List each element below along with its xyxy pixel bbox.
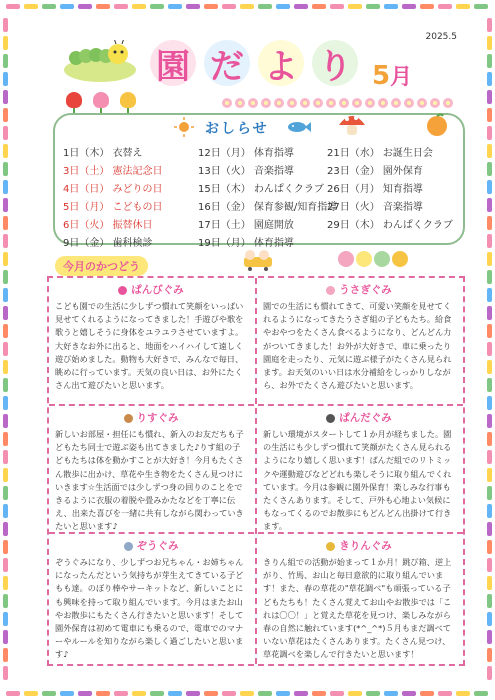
mushroom-icon	[337, 111, 367, 137]
border-tile	[3, 306, 8, 320]
notice-date: 12日（月）	[198, 148, 251, 159]
border-tile	[438, 691, 452, 696]
notice-date: 3日（土）	[63, 166, 110, 177]
left-border	[3, 18, 8, 680]
title-char-3: よ	[258, 40, 304, 86]
flower-icon	[300, 98, 310, 108]
border-tile	[487, 450, 492, 464]
border-tile	[24, 4, 38, 9]
notice-date: 19日（月）	[198, 238, 251, 249]
notice-row	[198, 199, 337, 217]
notice-box	[53, 113, 465, 249]
title-char-2: だ	[204, 40, 250, 86]
border-tile	[3, 108, 8, 122]
class-description: こども園での生活に少しずつ慣れて笑顔をいっぱい見せてくれるようになってきました！手遊びや歌を歌うと嬉しそうに身体をユラユラさせていますよ。大好きなお外に出ると、地面をハイハイして遠しく遊び始めました。動物も大好きで、みんなで毎日、眺めに行っています。天気の良い日は、お外にたくさん出て遊びたいと思います。	[55, 301, 244, 391]
border-tile	[294, 691, 308, 696]
border-tile	[487, 468, 492, 482]
border-tile	[3, 576, 8, 590]
border-tile	[96, 691, 110, 696]
kids-illustration	[242, 247, 276, 271]
class-icon	[118, 286, 127, 295]
month-number: 5	[372, 61, 391, 91]
border-tile	[3, 126, 8, 140]
flower-icon	[443, 98, 453, 108]
top-border	[6, 4, 488, 9]
notice-event: 園外保育	[382, 166, 423, 177]
class-icon	[326, 414, 335, 423]
notice-event: お誕生日会	[382, 148, 433, 159]
notice-date: 29日（木）	[327, 220, 380, 231]
border-tile	[487, 486, 492, 500]
border-tile	[487, 288, 492, 302]
border-tile	[487, 396, 492, 410]
border-tile	[186, 4, 200, 9]
class-icon	[326, 542, 335, 551]
notice-date: 21日（水）	[327, 148, 380, 159]
border-tile	[150, 4, 164, 9]
notice-date: 13日（火）	[198, 166, 251, 177]
border-tile	[456, 4, 470, 9]
border-tile	[487, 576, 492, 590]
border-tile	[487, 270, 492, 284]
flower-icon	[222, 98, 232, 108]
border-tile	[487, 414, 492, 428]
border-tile	[3, 270, 8, 284]
border-tile	[276, 691, 290, 696]
border-tile	[204, 4, 218, 9]
border-tile	[487, 216, 492, 230]
notice-date: 23日（金）	[327, 166, 380, 177]
border-tile	[487, 360, 492, 374]
flower-icon	[352, 98, 362, 108]
border-tile	[487, 162, 492, 176]
border-tile	[3, 234, 8, 248]
border-tile	[3, 90, 8, 104]
border-tile	[402, 691, 416, 696]
border-tile	[3, 144, 8, 158]
bottom-border	[6, 691, 488, 696]
border-tile	[487, 90, 492, 104]
flower-icon	[235, 98, 245, 108]
notice-event: わんぱくクラブ	[382, 220, 453, 231]
notice-row	[63, 181, 163, 199]
notice-event: 衣替え	[112, 148, 143, 159]
notice-row	[63, 145, 163, 163]
border-tile	[420, 691, 434, 696]
caterpillar-illustration	[62, 40, 140, 84]
notice-date: 6日（火）	[63, 220, 110, 231]
border-tile	[6, 4, 20, 9]
border-tile	[3, 450, 8, 464]
border-tile	[168, 4, 182, 9]
border-tile	[487, 108, 492, 122]
border-tile	[3, 36, 8, 50]
border-tile	[3, 414, 8, 428]
border-tile	[294, 4, 308, 9]
border-tile	[384, 691, 398, 696]
border-tile	[384, 4, 398, 9]
border-tile	[456, 691, 470, 696]
issue-date: 2025.5	[425, 32, 457, 42]
notice-date: 27日（火）	[327, 202, 380, 213]
border-tile	[487, 72, 492, 86]
notice-event: 歯科検診	[112, 238, 153, 249]
notice-date: 17日（土）	[198, 220, 251, 231]
border-tile	[348, 4, 362, 9]
border-tile	[258, 691, 272, 696]
flower-row	[222, 98, 453, 108]
border-tile	[222, 4, 236, 9]
class-description: 新しい環境がスタートして１か月が経ちました。園の生活にも少しずつ慣れて笑顔がたくさん見られるようになり嬉しく思います！ぱんだ組でのリトミックや運動遊びなどどれも楽しそうに取り組んでくれています。今月は参観に園外保育！楽しみな行事もたくさんあります。そして、戸外も心地よい気候にもなってくるのでお散歩にもどんどん出掛けて行きます。	[263, 429, 452, 532]
flower-icon	[365, 98, 375, 108]
flower-icon	[391, 98, 401, 108]
border-tile	[366, 691, 380, 696]
border-tile	[96, 4, 110, 9]
class-description: きりん組での活動が始まって１か月！跳び箱、逆上がり、竹馬、お山と毎日意欲的に取り組んでいます！また、春の草花の"草花調べ"も頑張っている子どもたちも！たくさん覚えてお山やお散歩では「これは〇〇！」と覚えた草花を見つけ、楽しみながら春の自然に触れています(*^_^*)５月もまだ調べていない草花はたくさんあります。たくさん見つけ、草花調べを楽しんで行きたいと思います！	[263, 557, 452, 660]
orange-icon	[425, 113, 449, 137]
class-description: 園での生活にも慣れてきて、可愛い笑顔を見せてくれるようになってきたうさぎ組の子どもたち。給食やおやつをたくさん食べるようになり、どんどん力がついてきました！お外が大好きで、車に乗ったり園庭を走ったり、元気に遊ぶ様子がたくさん見られます。お天気のいい日は水分補給をしっかりしながら、お外でたくさん遊びたいと思います。	[263, 301, 452, 391]
border-tile	[114, 4, 128, 9]
notice-event: 知育指導	[382, 184, 423, 195]
flower-icon	[261, 98, 271, 108]
border-tile	[3, 180, 8, 194]
border-tile	[487, 432, 492, 446]
month-label	[372, 60, 412, 91]
border-tile	[312, 691, 326, 696]
notice-date: 26日（月）	[327, 184, 380, 195]
border-tile	[420, 4, 434, 9]
title-char-4: り	[312, 40, 358, 86]
sun-icon	[173, 116, 195, 138]
border-tile	[3, 252, 8, 266]
notice-event: 体育指導	[253, 148, 294, 159]
border-tile	[312, 4, 326, 9]
border-tile	[3, 594, 8, 608]
class-name: ぱんびぐみ	[131, 284, 184, 296]
border-tile	[240, 691, 254, 696]
border-tile	[3, 468, 8, 482]
notice-row	[198, 163, 337, 181]
notice-event: 園庭開放	[253, 220, 294, 231]
border-tile	[487, 234, 492, 248]
fish-icon	[287, 121, 311, 133]
border-tile	[438, 4, 452, 9]
border-tile	[487, 378, 492, 392]
notice-event: 音楽指導	[253, 166, 294, 177]
class-name: りすぐみ	[136, 412, 179, 424]
activities-grid	[47, 276, 465, 666]
border-tile	[3, 216, 8, 230]
notice-date: 4日（日）	[63, 184, 110, 195]
notice-row	[327, 199, 453, 217]
border-tile	[3, 630, 8, 644]
border-tile	[487, 54, 492, 68]
border-tile	[487, 36, 492, 50]
border-tile	[474, 4, 488, 9]
border-tile	[168, 691, 182, 696]
border-tile	[3, 162, 8, 176]
notice-row	[63, 199, 163, 217]
class-block-panda	[257, 406, 461, 532]
flower-icon	[248, 98, 258, 108]
border-tile	[240, 4, 254, 9]
border-tile	[3, 504, 8, 518]
notice-title: おしらせ	[205, 121, 269, 137]
notice-date: 1日（木）	[63, 148, 110, 159]
border-tile	[3, 486, 8, 500]
flower-icon	[287, 98, 297, 108]
border-tile	[258, 4, 272, 9]
flower-icon	[274, 98, 284, 108]
animals-illustration	[336, 247, 410, 271]
flower-icon	[326, 98, 336, 108]
border-tile	[402, 4, 416, 9]
notice-event: 保育参観/知育指導	[253, 202, 338, 213]
border-tile	[3, 522, 8, 536]
month-unit: 月	[390, 65, 413, 90]
class-name: うさぎぐみ	[339, 284, 392, 296]
border-tile	[24, 691, 38, 696]
flower-icon	[404, 98, 414, 108]
class-description: 新しいお部屋・担任にも慣れ、新入のお友だちも子どもたち同士で遊ぶ姿も出てきました♪りす組の子どもたちは体を動かすことが大好き！今月もたくさん散歩に出かけ、草花や生き物をたくさん見つけにいきます☆生活面では少しずつ身の回りのことをできるように衣服の着脱や畳みかたなどを丁寧に伝え、出来た喜びを一緒に共有しながら関わっていきたいと思います♪	[55, 429, 244, 532]
border-tile	[487, 144, 492, 158]
border-tile	[487, 126, 492, 140]
flower-icon	[430, 98, 440, 108]
notice-column-2	[198, 145, 337, 253]
border-tile	[487, 540, 492, 554]
notice-row	[327, 217, 453, 235]
border-tile	[78, 4, 92, 9]
class-block-usagi	[257, 278, 461, 404]
notice-column-1	[63, 145, 163, 253]
notice-row	[198, 217, 337, 235]
border-tile	[487, 504, 492, 518]
border-tile	[474, 691, 488, 696]
right-border	[487, 18, 492, 680]
notice-row	[198, 145, 337, 163]
border-tile	[204, 691, 218, 696]
flower-icon	[417, 98, 427, 108]
title-char-1: 園	[150, 40, 196, 86]
border-tile	[3, 432, 8, 446]
border-tile	[3, 198, 8, 212]
notice-event: わんぱくクラブ	[253, 184, 324, 195]
notice-event: 振替休日	[112, 220, 153, 231]
notice-event: 体育指導	[253, 238, 294, 249]
border-tile	[3, 612, 8, 626]
border-tile	[487, 198, 492, 212]
border-tile	[150, 691, 164, 696]
activities-section-title: 今月のかつどう	[55, 256, 148, 276]
border-tile	[487, 558, 492, 572]
border-tile	[3, 558, 8, 572]
border-tile	[487, 630, 492, 644]
notice-row	[198, 181, 337, 199]
border-tile	[6, 691, 20, 696]
border-tile	[487, 18, 492, 32]
border-tile	[487, 306, 492, 320]
class-name: ぱんだぐみ	[339, 412, 392, 424]
border-tile	[186, 691, 200, 696]
notice-row	[327, 181, 453, 199]
notice-date: 5日（月）	[63, 202, 110, 213]
border-tile	[3, 666, 8, 680]
border-tile	[3, 396, 8, 410]
border-tile	[114, 691, 128, 696]
border-tile	[366, 4, 380, 9]
flower-icon	[378, 98, 388, 108]
border-tile	[348, 691, 362, 696]
class-block-risu	[49, 406, 253, 532]
border-tile	[3, 288, 8, 302]
border-tile	[487, 594, 492, 608]
border-tile	[330, 691, 344, 696]
notice-row	[63, 217, 163, 235]
notice-date: 16日（金）	[198, 202, 251, 213]
notice-row	[63, 235, 163, 253]
border-tile	[42, 691, 56, 696]
notice-event: 憲法記念日	[112, 166, 163, 177]
border-tile	[3, 342, 8, 356]
border-tile	[487, 324, 492, 338]
class-block-kirin	[257, 534, 461, 660]
border-tile	[276, 4, 290, 9]
flower-icon	[313, 98, 323, 108]
notice-row	[63, 163, 163, 181]
class-description: ぞうぐみになり、少しずつお兄ちゃん・お姉ちゃんになったんだという気持ちが芽生えてきている子どもも達。のぼり棒やサーキットなど、新しいことにも興味を持って取り組んでいます。今月はまたお山やお散歩にもたくさん行きたいと思います！そして園外保育は初めて電車にも乗るので、電車でのマナーやルールを知りながら楽しく過ごしたいと思います♪	[55, 557, 244, 660]
class-name: きりんぐみ	[339, 540, 392, 552]
border-tile	[330, 4, 344, 9]
border-tile	[487, 522, 492, 536]
border-tile	[132, 691, 146, 696]
border-tile	[487, 612, 492, 626]
border-tile	[487, 648, 492, 662]
notice-date: 9日（金）	[63, 238, 110, 249]
class-icon	[326, 286, 335, 295]
border-tile	[60, 4, 74, 9]
border-tile	[487, 342, 492, 356]
border-tile	[3, 540, 8, 554]
newsletter-title	[150, 40, 358, 86]
border-tile	[3, 324, 8, 338]
border-tile	[3, 648, 8, 662]
border-tile	[3, 54, 8, 68]
notice-event: 音楽指導	[382, 202, 423, 213]
border-tile	[487, 666, 492, 680]
border-tile	[60, 691, 74, 696]
notice-date: 15日（木）	[198, 184, 251, 195]
border-tile	[3, 72, 8, 86]
border-tile	[3, 18, 8, 32]
notice-row	[327, 163, 453, 181]
notice-event: みどりの日	[112, 184, 163, 195]
class-block-panbi	[49, 278, 253, 404]
class-icon	[124, 542, 133, 551]
border-tile	[42, 4, 56, 9]
border-tile	[3, 360, 8, 374]
border-tile	[487, 180, 492, 194]
border-tile	[3, 378, 8, 392]
class-icon	[124, 414, 133, 423]
border-tile	[222, 691, 236, 696]
border-tile	[78, 691, 92, 696]
notice-event: こどもの日	[112, 202, 163, 213]
notice-column-3	[327, 145, 453, 235]
border-tile	[487, 252, 492, 266]
notice-row	[327, 145, 453, 163]
class-name: ぞうぐみ	[136, 540, 179, 552]
class-block-zou	[49, 534, 253, 660]
flower-icon	[339, 98, 349, 108]
border-tile	[132, 4, 146, 9]
